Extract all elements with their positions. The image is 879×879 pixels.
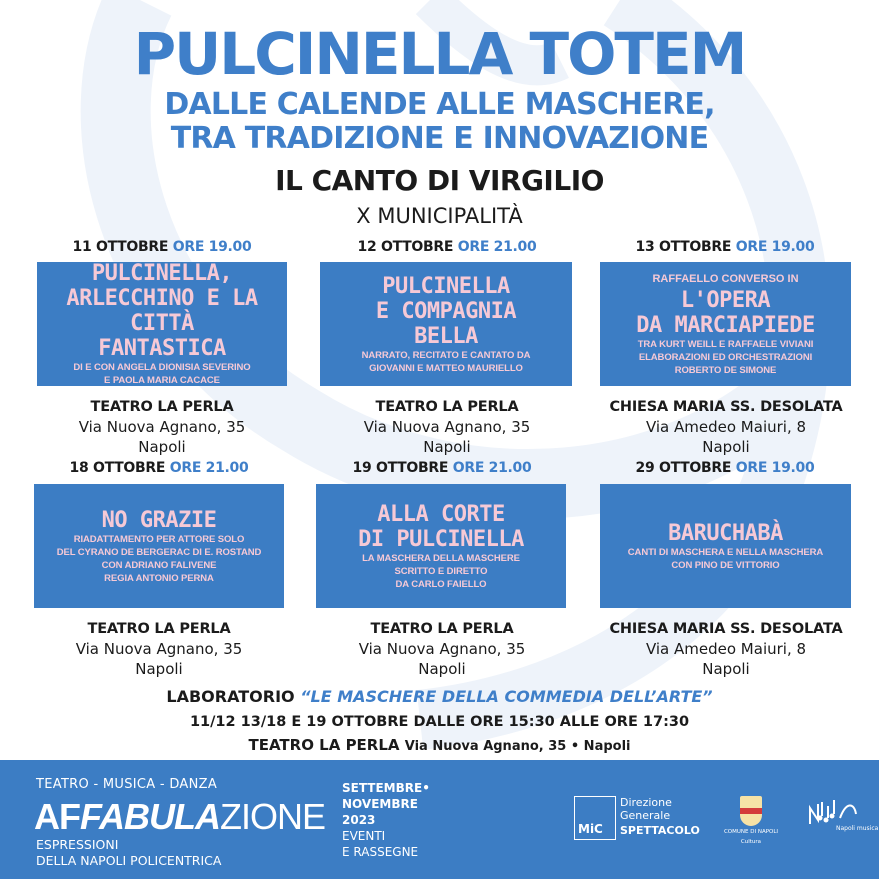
municipalita-label: X MUNICIPALITÀ [356, 204, 523, 228]
espressioni-line-1: ESPRESSIONI [36, 837, 119, 852]
event-5-venue-name: TEATRO LA PERLA [370, 621, 514, 637]
laboratorio-heading [0, 687, 879, 706]
event-3-time: ORE 19.00 [735, 239, 815, 255]
event-3-date-day: 13 OTTOBRE [635, 239, 732, 255]
event-5-date [317, 460, 567, 476]
event-3-date [600, 239, 850, 255]
footer-dates [342, 780, 430, 860]
mic-label: MiC [578, 822, 603, 836]
event-3-details: TRA KURT WEILL E RAFFAELE VIVIANI ELABORAZIONI ED ORCHESTRAZIONI ROBERTO DE SIMONE [637, 338, 814, 376]
laboratorio-venue: TEATRO LA PERLA [248, 736, 400, 754]
event-1-card [37, 262, 287, 386]
comune-sub-label: Cultura [740, 839, 762, 845]
event-5-details: LA MASCHERA DELLA MASCHERE SCRITTO E DIRETTO DA CARLO FAIELLO [362, 552, 520, 590]
napoli-musica-label: Napoli musica [836, 825, 879, 832]
footer-espressioni [36, 837, 221, 869]
event-4-venue [29, 619, 289, 679]
event-1-details: DI E CON ANGELA DIONISIA SEVERINO E PAOLA MARIA CACACE [73, 362, 251, 386]
event-2-city: Napoli [423, 438, 471, 456]
dates-line-1: SETTEMBRE• [342, 781, 430, 795]
event-4-details: RIADATTAMENTO PER ATTORE SOLO DEL CYRANO DE BERGERAC DI E. ROSTAND CON ADRIANO FALIVENE REGIA ANTONIO PERNA [56, 533, 262, 584]
event-6-address: Via Amedeo Maiuri, 8 [645, 640, 807, 658]
affabulazione-logo [34, 796, 325, 838]
event-1-time: ORE 19.00 [172, 239, 252, 255]
event-2-date [322, 239, 572, 255]
event-6-date-day: 29 OTTOBRE [635, 460, 732, 476]
event-3-venue-name: CHIESA MARIA SS. DESOLATA [609, 399, 843, 415]
event-2-address: Via Nuova Agnano, 35 [363, 418, 531, 436]
event-2-venue-name: TEATRO LA PERLA [375, 399, 519, 415]
event-4-card [34, 484, 284, 608]
event-4-title: NO GRAZIE [101, 507, 217, 533]
event-6-time: ORE 19.00 [735, 460, 815, 476]
event-3-city: Napoli [702, 438, 750, 456]
event-2-time: ORE 21.00 [457, 239, 537, 255]
event-1-address: Via Nuova Agnano, 35 [78, 418, 246, 436]
event-5-venue [312, 619, 572, 679]
mic-dg-line-2: Generale [620, 809, 671, 822]
event-6-date [600, 460, 850, 476]
footer-bar [0, 760, 879, 879]
event-3-title: L'OPERA DA MARCIAPIEDE [636, 287, 815, 338]
event-2-venue [317, 397, 577, 457]
dates-line-4: EVENTI [342, 829, 386, 843]
event-1-date-day: 11 OTTOBRE [72, 239, 169, 255]
subtitle-line-1: DALLE CALENDE ALLE MASCHERE, [164, 87, 715, 122]
event-3-pre-title: RAFFAELLO CONVERSO IN [652, 272, 799, 285]
laboratorio-dates: 11/12 13/18 E 19 OTTOBRE DALLE ORE 15:30 ALLE ORE 17:30 [189, 714, 690, 730]
brand-af: AF [34, 796, 80, 837]
event-6-details: CANTI DI MASCHERA E NELLA MASCHERA CON PINO DE VITTORIO [627, 546, 824, 571]
event-1-venue [32, 397, 292, 457]
event-5-city: Napoli [418, 660, 466, 678]
event-6-card [600, 484, 851, 608]
brand-zione: ZIONE [220, 796, 326, 837]
event-4-address: Via Nuova Agnano, 35 [75, 640, 243, 658]
event-6-venue-name: CHIESA MARIA SS. DESOLATA [609, 621, 843, 637]
event-4-city: Napoli [135, 660, 183, 678]
mic-logo [574, 792, 702, 844]
event-5-address: Via Nuova Agnano, 35 [358, 640, 526, 658]
event-3-venue [596, 397, 856, 457]
footer-tagline: TEATRO - MUSICA - DANZA [36, 777, 218, 792]
event-1-city: Napoli [138, 438, 186, 456]
comune-di-napoli-logo [722, 796, 780, 852]
napoli-musica-logo [806, 794, 879, 844]
event-6-venue [596, 619, 856, 679]
event-5-time: ORE 21.00 [452, 460, 532, 476]
comune-label: COMUNE DI NAPOLI [723, 829, 779, 835]
laboratorio-address: Via Nuova Agnano, 35 • Napoli [404, 739, 631, 754]
subtitle-line-2: TRA TRADIZIONE E INNOVAZIONE [170, 121, 709, 156]
event-4-venue-name: TEATRO LA PERLA [87, 621, 231, 637]
dates-line-2: NOVEMBRE [342, 797, 418, 811]
event-2-details: NARRATO, RECITATO E CANTATO DA GIOVANNI E MATTEO MAURIELLO [361, 349, 531, 374]
event-2-title: PULCINELLA E COMPAGNIA BELLA [375, 273, 517, 349]
event-1-title: PULCINELLA, ARLECCHINO E LA CITTÀ FANTASTICA [66, 261, 258, 361]
dates-line-5: E RASSEGNE [342, 845, 419, 859]
espressioni-line-2: DELLA NAPOLI POLICENTRICA [36, 853, 222, 868]
canto-di-virgilio-heading: IL CANTO DI VIRGILIO [275, 164, 604, 197]
event-5-card [316, 484, 566, 608]
event-1-date [37, 239, 287, 255]
event-4-time: ORE 21.00 [169, 460, 249, 476]
brand-fabula: FABULA [80, 796, 220, 837]
event-5-date-day: 19 OTTOBRE [352, 460, 449, 476]
laboratorio-label: LABORATORIO [166, 687, 295, 706]
mic-spettacolo: SPETTACOLO [620, 824, 700, 837]
event-5-title: ALLA CORTE DI PULCINELLA [358, 501, 524, 552]
napoli-shield-icon [740, 796, 762, 826]
event-6-title: BARUCHABÀ [668, 520, 783, 546]
event-3-card [600, 262, 851, 386]
event-6-city: Napoli [702, 660, 750, 678]
event-4-date [34, 460, 284, 476]
mic-dg-line-1: Direzione [620, 796, 672, 809]
laboratorio-title: “LE MASCHERE DELLA COMMEDIA DELL’ARTE” [300, 687, 713, 706]
event-2-date-day: 12 OTTOBRE [357, 239, 454, 255]
event-1-venue-name: TEATRO LA PERLA [90, 399, 234, 415]
event-2-card [320, 262, 572, 386]
mic-direzione-generale [620, 796, 672, 822]
event-3-address: Via Amedeo Maiuri, 8 [645, 418, 807, 436]
laboratorio-venue-line [0, 736, 879, 754]
event-4-date-day: 18 OTTOBRE [69, 460, 166, 476]
dates-line-3: 2023 [342, 813, 376, 827]
main-title: PULCINELLA TOTEM [133, 20, 746, 88]
